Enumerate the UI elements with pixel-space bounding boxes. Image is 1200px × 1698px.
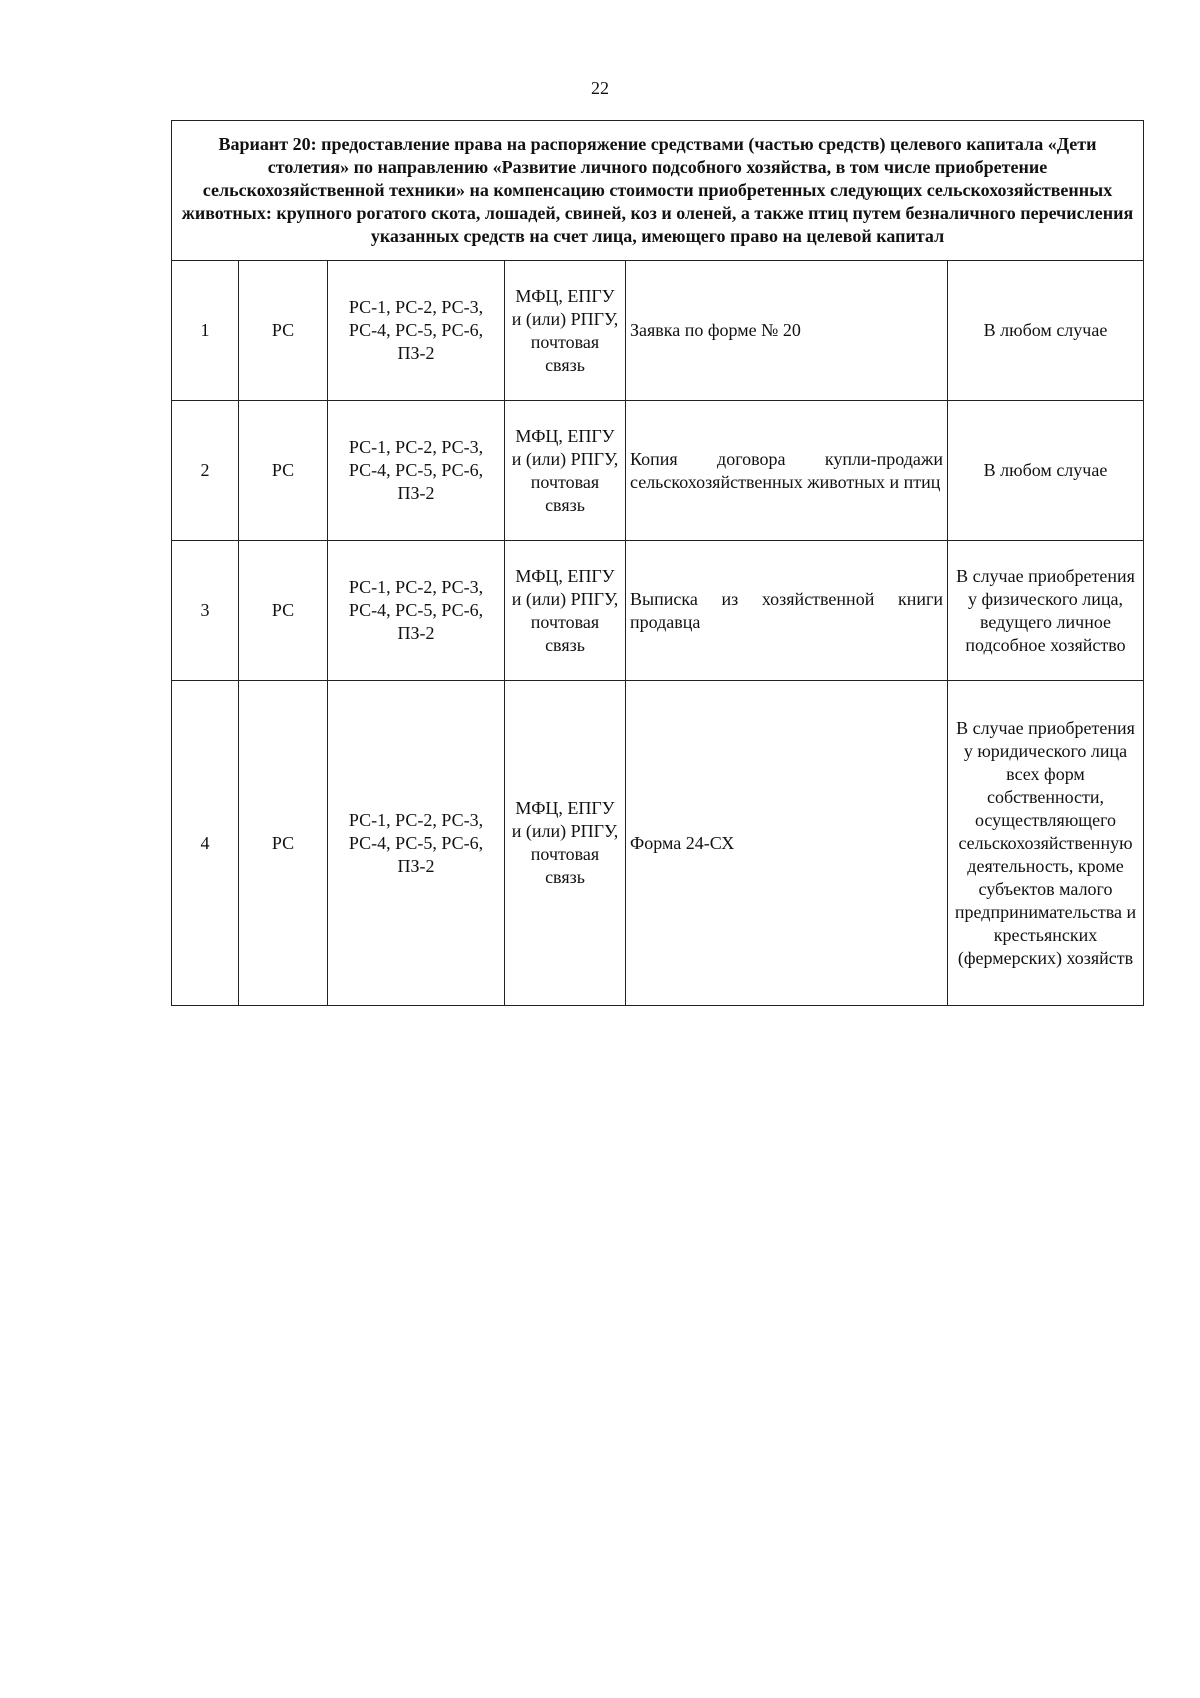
applicant-codes: РС-1, РС-2, РС-3, РС-4, РС-5, РС-6, ПЗ-2 [328, 681, 505, 1006]
row-number: 2 [172, 401, 239, 541]
table-row [172, 261, 1144, 401]
applicant-codes: РС-1, РС-2, РС-3, РС-4, РС-5, РС-6, ПЗ-2 [328, 541, 505, 681]
table-row [172, 541, 1144, 681]
applicant-category: РС [239, 681, 328, 1006]
submission-condition: В случае приобретения у физического лица, ведущего личное подсобное хозяйство [948, 541, 1144, 681]
applicant-category: РС [239, 401, 328, 541]
document-name: Копия договора купли-продажи сельскохозяйственных животных и птиц [626, 401, 948, 541]
row-number: 1 [172, 261, 239, 401]
applicant-category: РС [239, 261, 328, 401]
row-number: 3 [172, 541, 239, 681]
applicant-category: РС [239, 541, 328, 681]
submission-condition: В любом случае [948, 261, 1144, 401]
table-row [172, 401, 1144, 541]
submission-condition: В случае приобретения у юридического лица всех форм собственности, осуществляющего сельскохозяйственную деятельность, кроме субъектов малого предпринимательства и крестьянских (фермерских) хозяйств [948, 681, 1144, 1006]
submission-channel: МФЦ, ЕПГУ и (или) РПГУ, почтовая связь [505, 541, 626, 681]
documents-table [171, 120, 1144, 1006]
submission-channel: МФЦ, ЕПГУ и (или) РПГУ, почтовая связь [505, 401, 626, 541]
submission-channel: МФЦ, ЕПГУ и (или) РПГУ, почтовая связь [505, 261, 626, 401]
applicant-codes: РС-1, РС-2, РС-3, РС-4, РС-5, РС-6, ПЗ-2 [328, 261, 505, 401]
submission-condition: В любом случае [948, 401, 1144, 541]
variant-header: Вариант 20: предоставление права на распоряжение средствами (частью средств) целевого капитала «Дети столетия» по направлению «Развитие личного подсобного хозяйства, в том числе приобретение сельскохозяйственной техники» на компенсацию стоимости приобретенных следующих сельскохозяйственных животных: крупного рогатого скота, лошадей, свиней, коз и оленей, а также птиц путем безналичного перечисления указанных средств на счет лица, имеющего право на целевой капитал [172, 121, 1144, 261]
table-header-row [172, 121, 1144, 261]
submission-channel: МФЦ, ЕПГУ и (или) РПГУ, почтовая связь [505, 681, 626, 1006]
applicant-codes: РС-1, РС-2, РС-3, РС-4, РС-5, РС-6, ПЗ-2 [328, 401, 505, 541]
document-name: Заявка по форме № 20 [626, 261, 948, 401]
row-number: 4 [172, 681, 239, 1006]
document-name: Форма 24-СХ [626, 681, 948, 1006]
page-number: 22 [591, 78, 609, 98]
table-row [172, 681, 1144, 1006]
document-name: Выписка из хозяйственной книги продавца [626, 541, 948, 681]
